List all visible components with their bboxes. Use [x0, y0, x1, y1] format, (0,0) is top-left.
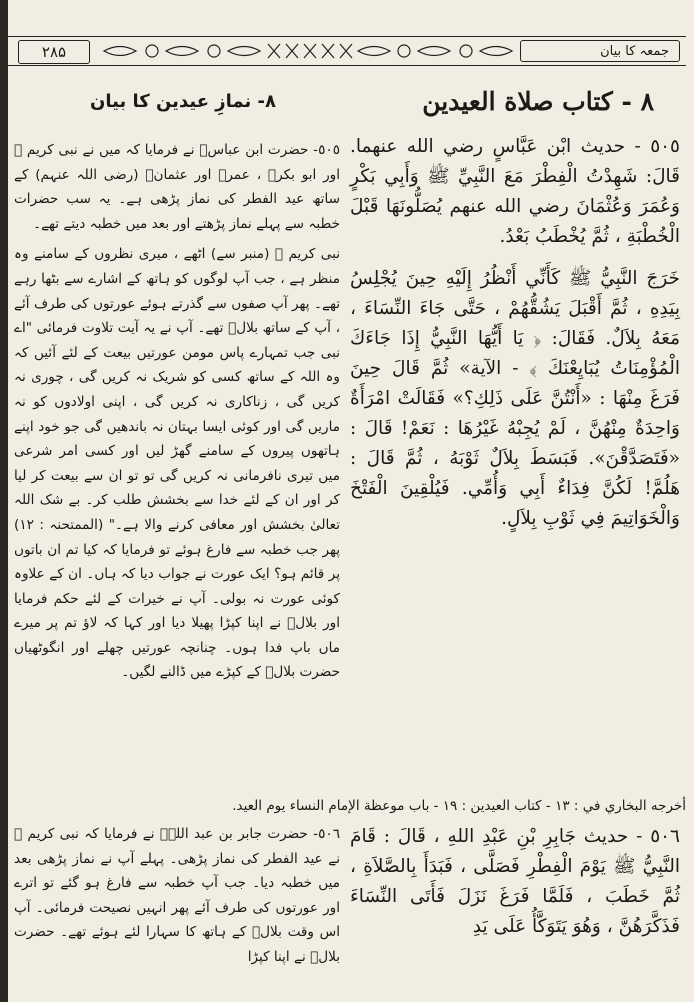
- chapter-reference-line: أخرجه البخاري في : ١٣ - كتاب العيدين : ١٩ - باب موعظة الإمام النساء يوم العيد.: [232, 798, 686, 814]
- running-title: جمعہ کا بیان: [520, 40, 680, 62]
- urdu-paragraph: ٥٠٥- حضرت ابن عباسؓ نے فرمایا کہ میں نے نبی کریم ﷺ اور ابو بکرؓ ، عمرؓ اور عثمانؓ (رضی اللہ عنہم) کے ساتھ عید الفطر کی نماز پڑھی ہے۔ یہ سب حضرات خطبہ سے پہلے نماز پڑھتے اور بعد میں خطبہ دیتے تھے۔: [14, 142, 340, 232]
- page-header: [8, 36, 686, 66]
- arabic-heading: ٨ - كتاب صلاة العيدين: [422, 87, 654, 116]
- urdu-heading: ٨- نمازِ عیدین کا بیان: [90, 91, 276, 112]
- arabic-paragraph: خَرَجَ النَّبِيُّ ﷺ كَأَنِّي أَنْظُرُ إِلَيْهِ حِينَ يُجْلِسُ بِيَدِهِ ، ثُمَّ أَقْبَلَ يَشُقُّهُمْ ، حَتَّى جَاءَ النِّسَاءَ ، مَعَهُ بِلاَلٌ. فَقَالَ: ﴿ يَا أَيُّهَا النَّبِيُّ إِذَا جَاءَكَ الْمُؤْمِنَاتُ يُبَايِعْنَكَ ﴾ - الآية» ثُمَّ قَالَ حِينَ فَرَغَ مِنْهَا : «أَنْتُنَّ عَلَى ذَلِكِ؟» فَقَالَتْ امْرَأَةٌ وَاحِدَةٌ مِنْهُنَّ ، لَمْ يُجِبْهُ غَيْرُهَا : نَعَمْ! قَالَ : «فَتَصَدَّقْنَ». فَبَسَطَ بِلاَلٌ ثَوْبَهُ ، ثُمَّ قَالَ : هَلُمَّ! لَكُنَّ فِدَاءٌ أَبِي وَأُمِّي. فَيُلْقِينَ الْفَتْخَ وَالْخَوَاتِيمَ فِي ثَوْبِ بِلاَلٍ.: [350, 268, 680, 529]
- header-bottom-rule: [8, 65, 686, 66]
- urdu-hadith-506: [14, 822, 340, 970]
- header-ornament-icon: [100, 42, 518, 60]
- urdu-hadith-505: [14, 138, 340, 685]
- header-top-rule: [8, 36, 686, 37]
- arabic-paragraph: ٥٠٥ - حديث ابْن عَبَّاسٍ رضي الله عنهما. قَالَ: شَهِدْتُ الْفِطْرَ مَعَ النَّبِيِّ ﷺ وَأَبِي بَكْرٍ وَعُمَرَ وَعُثْمَانَ رضي الله عنهم يُصَلُّونَهَا قَبْلَ الْخُطْبَةِ ، ثُمَّ يُخْطَبُ بَعْدُ.: [350, 136, 680, 247]
- urdu-paragraph: ٥٠٦- حضرت جابر بن عبد اللہؓ نے فرمایا کہ نبی کریم ﷺ نے عید الفطر کی نماز پڑھی۔ پہلے آپ نے نماز پڑھی بعد میں خطبہ دیا۔ جب آپ خطبہ سے فارغ ہو گئے تو اترے اور عورتوں کی طرف آئے پھر انہیں نصیحت فرمائی۔ آپ اس وقت بلالؓ کے ہاتھ کا سہارا لئے ہوئے تھے۔ حضرت بلالؓ نے اپنا کپڑا: [14, 826, 340, 965]
- arabic-paragraph: ٥٠٦ - حديث جَابِرِ بْنِ عَبْدِ اللهِ ، قَالَ : قَامَ النَّبِيُّ ﷺ يَوْمَ الْفِطْرِ فَصَلَّى ، فَبَدَأَ بِالصَّلاَةِ ، ثُمَّ خَطَبَ ، فَلَمَّا فَرَغَ نَزَلَ فَأَتَى النِّسَاءَ فَذَكَّرَهُنَّ ، وَهُوَ يَتَوَكَّأُ عَلَى يَدِ: [350, 826, 680, 937]
- arabic-hadith-505: [350, 132, 680, 534]
- page-edge-shadow: [0, 0, 8, 1002]
- page-number: ۲۸۵: [18, 40, 90, 64]
- arabic-hadith-506: [350, 822, 680, 942]
- urdu-paragraph: نبی کریم ﷺ (منبر سے) اٹھے ، میری نظروں کے سامنے وہ منظر ہے ، جب آپ لوگوں کو ہاتھ کے اشارے سے بٹھا رہے تھے۔ پھر آپ صفوں سے گذرتے ہوئے عورتوں کی طرف آئے ، آپ کے ساتھ بلالؓ تھے۔ آپ نے یہ آیت تلاوت فرمائی "اے نبی جب تمہارے پاس مومن عورتیں بیعت کے لئے آئیں کہ وہ اللہ کے ساتھ کسی کو شریک نہ کریں گی ، چوری نہ کریں گی ، زناکاری نہ کریں گی ، اپنی اولادوں کو نہ ماریں گی اور کوئی ایسا بہتان نہ باندھیں گی جو خود اپنے ہاتھوں پیروں کے سامنے گھڑ لیں اور کسی امر شرعی میں تیری نافرمانی نہ کریں گی تو تو ان سے بیعت کر لیا کر اور ان کے لئے خدا سے بخشش طلب کر۔ بے شک اللہ تعالیٰ بخشش اور معافی کرنے والا ہے۔" (الممتحنہ : ١٢) پھر جب خطبہ سے فارغ ہوئے تو فرمایا کہ کیا تم ان باتوں پر قائم ہو؟ ایک عورت نے جواب دیا کہ ہاں۔ ان کے علاوہ کوئی عورت نہ بولی۔ آپ نے خیرات کے لئے حکم فرمایا اور بلالؓ نے اپنا کپڑا پھیلا دیا اور کہا کہ لاؤ تم پر میرے ماں باپ فدا ہوں۔ چنانچہ عورتیں چھلے اور انگوٹھیاں حضرت بلالؓ کے کپڑے میں ڈالنے لگیں۔: [14, 246, 340, 681]
